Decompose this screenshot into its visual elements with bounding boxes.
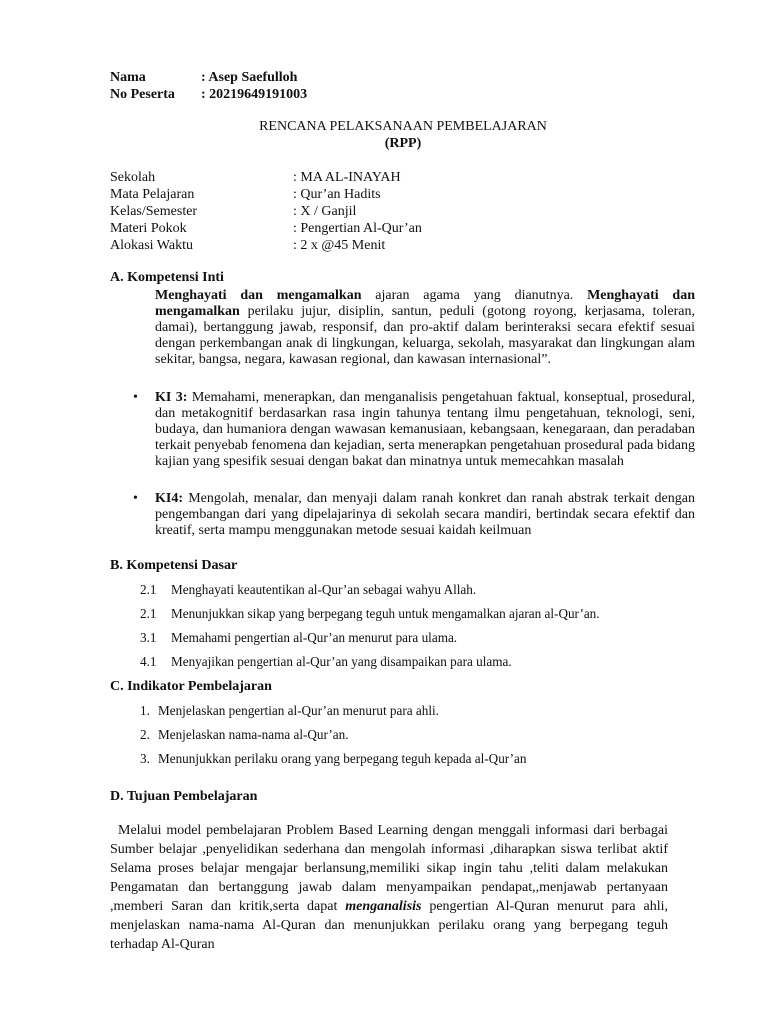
info-label-school: Sekolah <box>110 170 156 185</box>
peserta-label: No Peserta <box>110 87 175 102</box>
info-value-school: : MA AL-INAYAH <box>293 170 401 185</box>
section-a-heading: A. Kompetensi Inti <box>110 270 224 285</box>
tujuan-paragraph <box>110 821 668 954</box>
ki1-text-1: ajaran agama yang dianutnya. <box>361 288 588 303</box>
ki1-text-2: perilaku jujur, disiplin, santun, peduli (gotong royong, kerjasama, toleran, damai), bertanggung jawab, responsif, dan pro-aktif dalam berinteraksi secara efektif sesuai dengan perkembangan anak di lingkungan, keluarga, sekolah, masyarakat dan lingkungan alam sekitar, bangsa, negara, kawasan regional, dan kawasan internasional”. <box>155 304 695 367</box>
indicator-num-3: 3. <box>140 751 150 766</box>
section-b-heading: B. Kompetensi Dasar <box>110 558 238 573</box>
tujuan-text-1: Melalui model pembelajaran Problem Based Learning dengan menggali informasi dari berbagai Sumber belajar ,penyelidikan sederhana dan mengolah informasi ,diharapkan siswa terlibat aktif Selama proses belajar mengajar berlansung,memiliki sikap ingin tahu ,teliti dalam melakukan Pengamatan dan bertanggung jawab dalam menyampaikan pendapat,,menjawab pertanyaan ,memberi Saran dan kritik,serta dapat <box>110 823 668 914</box>
ki4-paragraph <box>155 491 695 539</box>
indicator-item-1: Menjelaskan pengertian al-Qur’an menurut para ahli. <box>158 703 439 718</box>
kd-num-4: 4.1 <box>140 654 157 669</box>
kd-item-2: Menunjukkan sikap yang berpegang teguh untuk mengamalkan ajaran al-Qur’an. <box>171 606 600 621</box>
indicator-num-1: 1. <box>140 703 150 718</box>
ki1-paragraph <box>155 288 695 368</box>
doc-title: RENCANA PELAKSANAAN PEMBELAJARAN <box>259 119 547 134</box>
info-label-class: Kelas/Semester <box>110 204 198 219</box>
info-value-topic: : Pengertian Al-Qur’an <box>293 221 422 236</box>
ki1-bold-2: Menghayati dan mengamalkan <box>155 288 695 319</box>
tujuan-text-2: pengertian Al-Quran menurut para ahli, menjelaskan nama-nama Al-Quran dan menunjukkan perilaku orang yang berpegang teguh terhadap Al-Quran <box>110 899 668 952</box>
kd-item-3: Memahami pengertian al-Qur’an menurut para ulama. <box>171 630 458 645</box>
info-label-topic: Materi Pokok <box>110 221 187 236</box>
kd-num-1: 2.1 <box>140 582 157 597</box>
name-value: : Asep Saefulloh <box>201 70 298 85</box>
ki4-label: KI4: <box>155 491 183 506</box>
tujuan-emphasis: menganalisis <box>345 899 422 914</box>
ki3-text: Memahami, menerapkan, dan menganalisis pengetahuan faktual, konseptual, prosedural, dan metakognitif berdasarkan rasa ingin tahunya tentang ilmu pengetahuan, teknologi, seni, budaya, dan humaniora dengan wawasan kemanusiaan, kebangsaan, kenegaraan, dan peradaban terkait penyebab fenomena dan kejadian, serta menerapkan pengetahuan prosedural pada bidang kajian yang spesifik sesuai dengan bakat dan minatnya untuk memecahkan masalah <box>155 390 695 469</box>
info-label-subject: Mata Pelajaran <box>110 187 195 202</box>
doc-subtitle: (RPP) <box>384 136 422 151</box>
kd-num-3: 3.1 <box>140 630 157 645</box>
name-label: Nama <box>110 70 146 85</box>
ki4-bullet: • <box>133 491 138 506</box>
section-d-heading: D. Tujuan Pembelajaran <box>110 789 258 804</box>
ki3-label: KI 3: <box>155 390 188 405</box>
indicator-num-2: 2. <box>140 727 150 742</box>
kd-num-2: 2.1 <box>140 606 157 621</box>
ki4-text: Mengolah, menalar, dan menyaji dalam ranah konkret dan ranah abstrak terkait dengan pengembangan dari yang dipelajarinya di sekolah secara mandiri, bertindak secara efektif dan kreatif, serta mampu menggunakan metode sesuai kaidah keilmuan <box>155 491 695 538</box>
ki3-paragraph <box>155 390 695 470</box>
peserta-value: : 20219649191003 <box>201 87 308 102</box>
indicator-item-2: Menjelaskan nama-nama al-Qur’an. <box>158 727 349 742</box>
info-label-time: Alokasi Waktu <box>110 238 193 253</box>
section-c-heading: C. Indikator Pembelajaran <box>110 679 272 694</box>
kd-item-4: Menyajikan pengertian al-Qur’an yang disampaikan para ulama. <box>171 654 512 669</box>
ki1-bold-1: Menghayati dan mengamalkan <box>155 288 362 303</box>
ki3-bullet: • <box>133 390 138 405</box>
info-value-subject: : Qur’an Hadits <box>293 187 381 202</box>
kd-item-1: Menghayati keautentikan al-Qur’an sebagai wahyu Allah. <box>171 582 477 597</box>
info-value-class: : X / Ganjil <box>293 204 357 219</box>
info-value-time: : 2 x @45 Menit <box>293 238 386 253</box>
indicator-item-3: Menunjukkan perilaku orang yang berpegang teguh kepada al-Qur’an <box>158 751 527 766</box>
